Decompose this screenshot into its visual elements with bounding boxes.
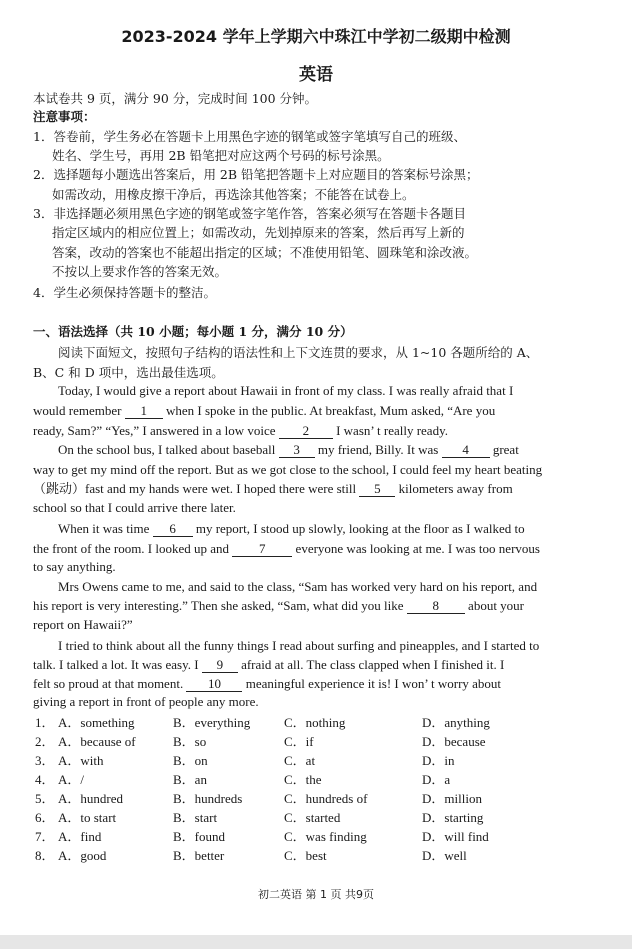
question-number: 1． [35, 715, 55, 730]
note-line: 答案，改动的答案也不能超出指定的区域；不准使用铅笔、圆珠笔和涂改液。 [52, 245, 478, 260]
option-b: B．start [173, 810, 218, 825]
passage-line: would remember 1 when I spoke in the public. At breakfast, Mum asked, “Are you [33, 403, 496, 418]
blank-4: 4 [442, 443, 490, 458]
page-footer: 初二英语 第 1 页 共9页 [258, 888, 374, 901]
note-line: 3．非选择题必须用黑色字迹的钢笔或签字笔作答，答案必须写在答题卡各题目 [33, 206, 466, 221]
question-number: 7． [35, 829, 55, 844]
option-c: C．hundreds of [284, 791, 368, 806]
option-b: B．better [173, 848, 225, 863]
passage-line: his report is very interesting.” Then she asked, “Sam, what did you like 8 about your [33, 598, 525, 613]
blank-2: 2 [279, 424, 333, 439]
option-b: B．an [173, 772, 207, 787]
option-a: A．to start [58, 810, 117, 825]
note-line: 4．学生必须保持答题卡的整洁。 [33, 285, 216, 300]
note-line: 如需改动，用橡皮擦干净后，再选涂其他答案；不能答在试卷上。 [52, 187, 415, 202]
passage-line: Mrs Owens came to me, and said to the class, “Sam has worked very hard on his report, and [58, 579, 538, 594]
blank-8: 8 [407, 599, 465, 614]
passage-line: to say anything. [33, 559, 116, 574]
option-a: A．because of [58, 734, 136, 749]
option-d: D．starting [422, 810, 484, 825]
blank-7: 7 [232, 542, 292, 557]
option-a: A．/ [58, 772, 85, 787]
passage-line: Today, I would give a report about Hawaii in front of my class. I was really afraid that I [58, 383, 514, 398]
option-d: D．million [422, 791, 482, 806]
option-a: A．good [58, 848, 107, 863]
option-d: D．in [422, 753, 455, 768]
note-line: 2．选择题每小题选出答案后，用 2B 铅笔把答题卡上对应题目的答案标号涂黑； [33, 167, 479, 182]
passage-line: felt so proud at that moment. 10 meaningful experience it is! I won’ t worry about [33, 676, 502, 691]
question-number: 2． [35, 734, 55, 749]
blank-10: 10 [186, 677, 242, 692]
passage-line: I tried to think about all the funny things I read about surfing and pineapples, and I started to [58, 638, 540, 653]
note-line: 指定区域内的相应位置上；如需改动，先划掉原来的答案，然后再写上新的 [52, 225, 465, 240]
question-number: 8． [35, 848, 55, 863]
passage-line: way to get my mind off the report. But as we got close to the school, I could feel my heart beating [33, 462, 543, 477]
option-c: C．if [284, 734, 314, 749]
option-c: C．was finding [284, 829, 367, 844]
blank-3: 3 [279, 443, 315, 458]
question-number: 4． [35, 772, 55, 787]
exam-info: 本试卷共 9 页，满分 90 分，完成时间 100 分钟。 [33, 91, 318, 106]
note-line: 不按以上要求作答的答案无效。 [52, 264, 228, 279]
option-a: A．something [58, 715, 135, 730]
option-d: D．anything [422, 715, 490, 730]
bottom-margin [0, 935, 632, 949]
option-c: C．started [284, 810, 341, 825]
passage-line: ready, Sam?” “Yes,” I answered in a low voice 2 I wasn’ t really ready. [33, 423, 448, 438]
option-b: B．so [173, 734, 207, 749]
option-c: C．nothing [284, 715, 346, 730]
passage-line: report on Hawaii?” [33, 617, 133, 632]
option-c: C．best [284, 848, 327, 863]
passage-line: the front of the room. I looked up and 7 everyone was looking at me. I was too nervous [33, 541, 540, 556]
question-number: 6． [35, 810, 55, 825]
option-d: D．a [422, 772, 451, 787]
exam-title: 2023-2024 学年上学期六中珠江中学初二级期中检测 [121, 27, 511, 46]
option-c: C．at [284, 753, 316, 768]
section-instruction: B、C 和 D 项中，选出最佳选项。 [33, 365, 224, 380]
option-d: D．because [422, 734, 486, 749]
subject-title: 英语 [299, 65, 333, 85]
option-b: B．everything [173, 715, 251, 730]
passage-line: On the school bus, I talked about baseball 3 my friend, Billy. It was 4 great [58, 442, 519, 457]
option-a: A．find [58, 829, 102, 844]
passage-line: When it was time 6 my report, I stood up slowly, looking at the floor as I walked to [58, 521, 525, 536]
passage-line: talk. I talked a lot. It was easy. I 9 afraid at all. The class clapped when I finished it. I [33, 657, 505, 672]
blank-9: 9 [202, 658, 238, 673]
option-b: B．found [173, 829, 226, 844]
option-c: C．the [284, 772, 322, 787]
passage-line: giving a report in front of people any more. [33, 694, 259, 709]
blank-1: 1 [125, 404, 163, 419]
note-line: 姓名、学生号，再用 2B 铅笔把对应这两个号码的标号涂黑。 [52, 148, 390, 163]
section-instruction: 阅读下面短文，按照句子结构的语法性和上下文连贯的要求，从 1~10 各题所给的 A、 [58, 345, 539, 360]
option-a: A．hundred [58, 791, 123, 806]
note-line: 1．答卷前，学生务必在答题卡上用黑色字迹的钢笔或签字笔填写自己的班级、 [33, 129, 466, 144]
blank-5: 5 [359, 482, 395, 497]
blank-6: 6 [153, 522, 193, 537]
option-a: A．with [58, 753, 104, 768]
section-heading: 一、语法选择（共 10 小题；每小题 1 分，满分 10 分） [33, 324, 353, 339]
option-d: D．well [422, 848, 467, 863]
option-d: D．will find [422, 829, 489, 844]
notice-heading: 注意事项： [33, 109, 96, 124]
passage-line: school so that I could arrive there later. [33, 500, 236, 515]
passage-line: （跳动）fast and my hands were wet. I hoped there were still 5 kilometers away from [33, 481, 513, 496]
question-number: 3． [35, 753, 55, 768]
option-b: B．on [173, 753, 208, 768]
question-number: 5． [35, 791, 55, 806]
option-b: B．hundreds [173, 791, 243, 806]
